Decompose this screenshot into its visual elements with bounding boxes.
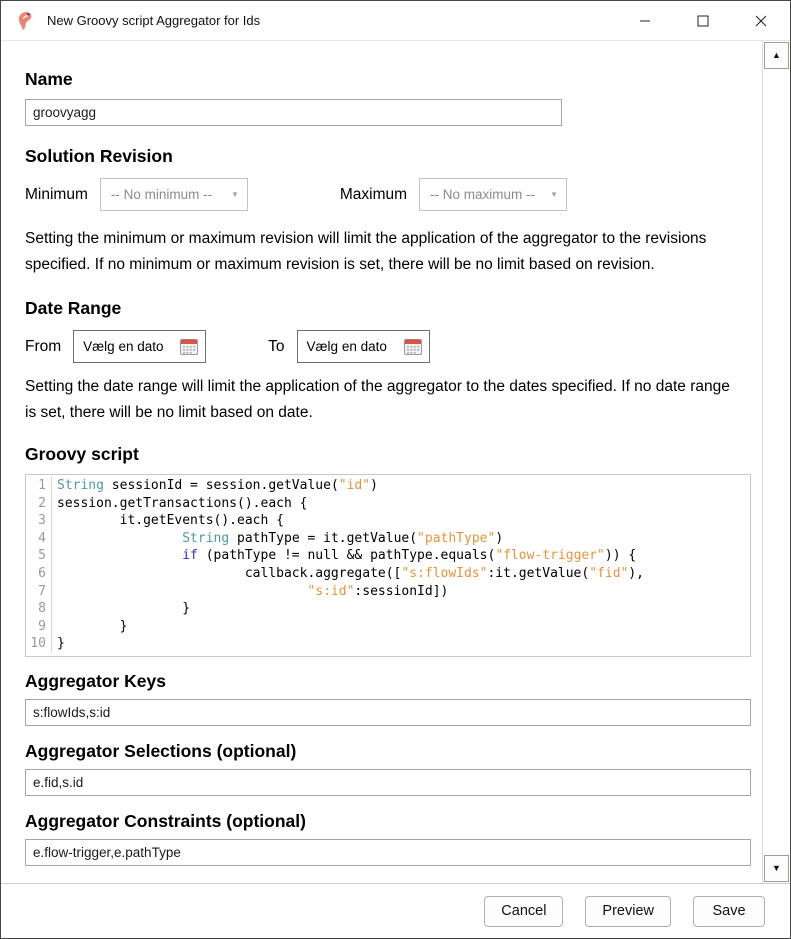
aggregator-constraints-input[interactable] <box>25 839 751 866</box>
triangle-up-icon: ▲ <box>772 50 781 60</box>
line-number: 10 <box>26 635 52 653</box>
code-text: "s:id":sessionId]) <box>307 583 449 599</box>
save-button[interactable]: Save <box>693 896 765 927</box>
line-number: 3 <box>26 512 52 530</box>
revision-description: Setting the minimum or maximum revision will limit the application of the aggregator to the revisions specified. If no minimum or maximum revision is set, there will be no limit based on revision. <box>25 230 707 273</box>
code-line <box>26 583 750 601</box>
line-number: 9 <box>26 618 52 636</box>
code-text: session.getTransactions().each { <box>57 495 308 511</box>
code-line <box>26 530 750 548</box>
vertical-scrollbar[interactable] <box>762 41 790 883</box>
date-range-heading: Date Range <box>25 298 122 318</box>
line-number: 4 <box>26 530 52 548</box>
name-heading: Name <box>25 69 73 89</box>
code-line <box>26 547 750 565</box>
maximum-revision-select[interactable] <box>419 178 567 211</box>
chevron-down-icon: ▼ <box>230 190 239 199</box>
minimize-icon <box>639 15 651 27</box>
line-number: 5 <box>26 547 52 565</box>
code-text: } <box>57 601 191 617</box>
date-range-row <box>25 330 744 363</box>
from-date-value: Vælg en dato <box>83 339 164 354</box>
code-text: it.getEvents().each { <box>57 513 284 529</box>
maximum-label: Maximum <box>339 185 408 203</box>
preview-button[interactable]: Preview <box>585 896 671 927</box>
to-date-value: Vælg en dato <box>306 339 387 354</box>
window-controls <box>616 1 790 40</box>
title-bar <box>1 1 790 41</box>
line-number: 1 <box>26 477 52 495</box>
revision-row <box>25 178 744 211</box>
solution-revision-heading: Solution Revision <box>25 146 173 166</box>
scroll-down-button[interactable] <box>764 855 789 882</box>
aggregator-keys-heading: Aggregator Keys <box>25 670 167 691</box>
minimize-button[interactable] <box>616 1 674 40</box>
from-date-picker[interactable] <box>73 330 206 363</box>
calendar-icon[interactable] <box>404 339 422 355</box>
aggregator-keys-input[interactable] <box>25 699 751 726</box>
aggregator-constraints-heading: Aggregator Constraints (optional) <box>25 810 306 831</box>
scrollbar-track[interactable] <box>764 69 789 855</box>
calendar-icon[interactable] <box>180 339 198 355</box>
code-line <box>26 600 750 618</box>
aggregator-selections-heading: Aggregator Selections (optional) <box>25 740 297 761</box>
date-range-description: Setting the date range will limit the application of the aggregator to the dates specified. If no date range is set, there will be no limit based on date. <box>25 378 730 421</box>
code-text: } <box>57 618 128 634</box>
code-text: if (pathType != null && pathType.equals("flow-trigger")) { <box>182 548 637 564</box>
close-button[interactable] <box>732 1 790 40</box>
code-text: callback.aggregate(["s:flowIds":it.getValue("fid"), <box>57 565 645 581</box>
window-title: New Groovy script Aggregator for Ids <box>47 13 261 28</box>
code-text: String sessionId = session.getValue("id") <box>57 478 378 493</box>
maximum-revision-value: -- No maximum -- <box>430 187 536 202</box>
code-line <box>26 495 750 513</box>
dialog-body <box>1 41 790 884</box>
minimum-revision-value: -- No minimum -- <box>110 187 213 202</box>
line-number: 6 <box>26 565 52 583</box>
code-text: String pathType = it.getValue("pathType") <box>182 530 504 546</box>
code-line <box>26 565 750 583</box>
code-line <box>26 512 750 530</box>
line-number: 7 <box>26 583 52 601</box>
form-content <box>1 41 762 883</box>
to-label: To <box>268 337 285 355</box>
app-logo-icon <box>15 10 37 32</box>
code-line <box>26 477 750 495</box>
code-line <box>26 635 750 653</box>
groovy-script-heading: Groovy script <box>25 444 139 464</box>
line-number: 2 <box>26 495 52 513</box>
groovy-script-editor[interactable] <box>25 474 751 657</box>
scroll-up-button[interactable] <box>764 42 789 69</box>
dialog-footer <box>1 884 790 938</box>
from-label: From <box>25 337 62 355</box>
minimum-revision-select[interactable] <box>100 178 248 211</box>
aggregator-selections-input[interactable] <box>25 769 751 796</box>
line-number: 8 <box>26 600 52 618</box>
minimum-label: Minimum <box>25 185 88 203</box>
code-text: } <box>57 636 65 652</box>
name-input[interactable] <box>25 99 562 126</box>
to-date-picker[interactable] <box>297 330 430 363</box>
chevron-down-icon: ▼ <box>550 190 559 199</box>
code-line <box>26 618 750 636</box>
maximize-button[interactable] <box>674 1 732 40</box>
triangle-down-icon: ▼ <box>772 863 781 873</box>
maximize-icon <box>697 15 709 27</box>
cancel-button[interactable]: Cancel <box>484 896 563 927</box>
close-icon <box>755 15 767 27</box>
